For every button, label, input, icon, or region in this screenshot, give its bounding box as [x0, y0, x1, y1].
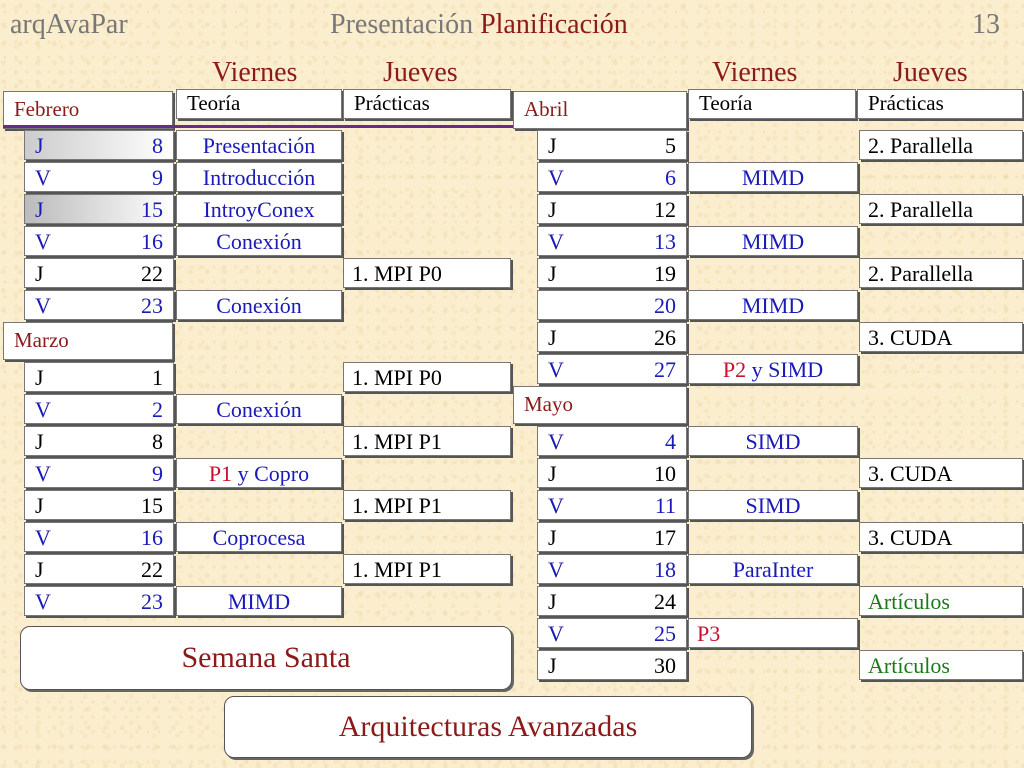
day-header-jueves-left: Jueves: [383, 57, 458, 88]
col-header-teoria-left: Teoría: [176, 89, 342, 119]
date-row: J 19: [537, 258, 687, 288]
col-header-teoria-right: Teoría: [688, 89, 856, 119]
date-row: J 10: [537, 458, 687, 488]
course-title-banner: Arquitecturas Avanzadas: [224, 696, 752, 758]
date-row: V 16: [24, 522, 174, 552]
teoria-p1-copro: P1 y Copro: [176, 458, 342, 488]
col-header-practicas-right: Prácticas: [857, 89, 1023, 119]
date-row: V 9: [24, 458, 174, 488]
col-header-practicas-left: Prácticas: [343, 89, 511, 119]
header-underline-left: [3, 125, 513, 128]
date-row: V 16: [24, 226, 174, 256]
practica-mpi: 1. MPI P1: [343, 426, 511, 456]
practica-mpi: 1. MPI P1: [343, 490, 511, 520]
date-row: V 23: [24, 290, 174, 320]
teoria-introduccion: Introducción: [176, 162, 342, 192]
practica-parallella: 2. Parallella: [859, 258, 1023, 288]
teoria-conexion: Conexión: [176, 226, 342, 256]
practica-mpi: 1. MPI P1: [343, 554, 511, 584]
date-row: V 2: [24, 394, 174, 424]
teoria-mimd: MIMD: [688, 226, 858, 256]
date-row: V 23: [24, 586, 174, 616]
day-header-viernes-right: Viernes: [712, 57, 798, 88]
month-mayo: Mayo: [513, 386, 687, 424]
header-left: arqAvaPar: [10, 9, 128, 40]
teoria-mimd: MIMD: [688, 162, 858, 192]
teoria-conexion: Conexión: [176, 394, 342, 424]
practica-cuda: 3. CUDA: [859, 522, 1023, 552]
teoria-mimd: MIMD: [688, 290, 858, 320]
date-row: V 18: [537, 554, 687, 584]
date-row: J 15: [24, 194, 174, 224]
date-row: J 22: [24, 554, 174, 584]
date-row: J 1: [24, 362, 174, 392]
semana-santa-banner: Semana Santa: [20, 626, 512, 690]
header-center-b: Planificación: [480, 9, 628, 40]
day-header-jueves-right: Jueves: [893, 57, 968, 88]
practica-parallella: 2. Parallella: [859, 130, 1023, 160]
teoria-simd: SIMD: [688, 426, 858, 456]
practica-cuda: 3. CUDA: [859, 458, 1023, 488]
teoria-p2-simd: P2 y SIMD: [688, 354, 858, 384]
practica-mpi: 1. MPI P0: [343, 362, 511, 392]
teoria-introyconex: IntroyConex: [176, 194, 342, 224]
teoria-mimd: MIMD: [176, 586, 342, 616]
date-row: J 15: [24, 490, 174, 520]
header-center: [330, 8, 628, 42]
teoria-parainter: ParaInter: [688, 554, 858, 584]
date-row: V 25: [537, 618, 687, 648]
page-number: 13: [972, 9, 1000, 40]
date-row: J 8: [24, 130, 174, 160]
date-row: V 4: [537, 426, 687, 456]
date-row: J 24: [537, 586, 687, 616]
date-row: V 13: [537, 226, 687, 256]
teoria-presentacion: Presentación: [176, 130, 342, 160]
month-febrero: Febrero: [3, 91, 173, 129]
teoria-conexion: Conexión: [176, 290, 342, 320]
teoria-coprocesa: Coprocesa: [176, 522, 342, 552]
date-row: 20: [537, 290, 687, 320]
date-row: J 17: [537, 522, 687, 552]
practica-articulos: Artículos: [859, 650, 1023, 680]
date-row: V 11: [537, 490, 687, 520]
date-row: J 30: [537, 650, 687, 680]
header-center-a: Presentación: [330, 9, 474, 40]
date-row: J 22: [24, 258, 174, 288]
date-row: J 12: [537, 194, 687, 224]
date-row: J 5: [537, 130, 687, 160]
date-row: V 6: [537, 162, 687, 192]
date-row: J 26: [537, 322, 687, 352]
month-marzo: Marzo: [3, 322, 173, 360]
date-row: J 8: [24, 426, 174, 456]
practica-cuda: 3. CUDA: [859, 322, 1023, 352]
day-header-viernes-left: Viernes: [212, 57, 298, 88]
date-row: V 27: [537, 354, 687, 384]
date-row: V 9: [24, 162, 174, 192]
practica-parallella: 2. Parallella: [859, 194, 1023, 224]
practica-articulos: Artículos: [859, 586, 1023, 616]
month-abril: Abril: [513, 91, 687, 129]
practica-mpi: 1. MPI P0: [343, 258, 511, 288]
teoria-p3: P3: [688, 618, 858, 648]
teoria-simd: SIMD: [688, 490, 858, 520]
